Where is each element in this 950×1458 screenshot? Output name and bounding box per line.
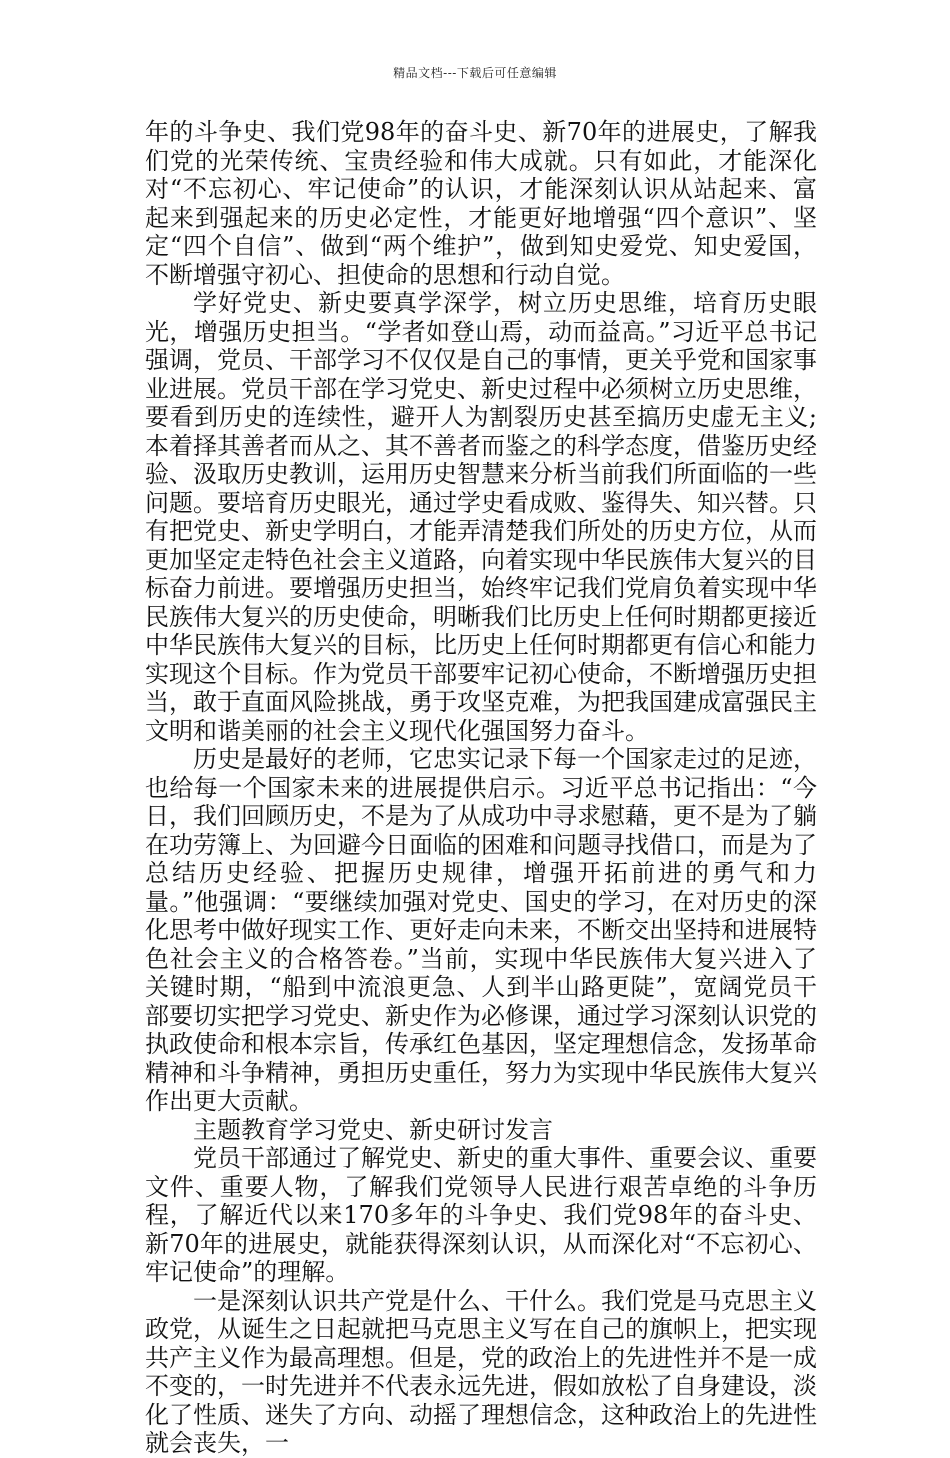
section-heading: 主题教育学习党史、新史研讨发言 [193, 1115, 553, 1144]
paragraph-4: 党员干部通过了解党史、新史的重大事件、重要会议、重要文件、重要人物，了解我们党领导人民进行艰苦卓绝的斗争历程，了解近代以来170多年的斗争史、我们党98年的奋斗史、新70年的进展史，就能获得深刻认识，从而深化对“不忘初心、牢记使命”的理解。 [145, 1144, 817, 1286]
page-header: 精品文档---下载后可任意编辑 [393, 66, 557, 80]
paragraph-2: 学好党史、新史要真学深学，树立历史思维，培育历史眼光，增强历史担当。“学者如登山焉，动而益高。”习近平总书记强调，党员、干部学习不仅仅是自己的事情，更关乎党和国家事业进展。党员干部在学习党史、新史过程中必须树立历史思维，要看到历史的连续性，避开人为割裂历史甚至搞历史虚无主义;本着择其善者而从之、其不善者而鉴之的科学态度，借鉴历史经验、汲取历史教训，运用历史智慧来分析当前我们所面临的一些问题。要培育历史眼光，通过学史看成败、鉴得失、知兴替。只有把党史、新史学明白，才能弄清楚我们所处的历史方位，从而更加坚定走特色社会主义道路，向着实现中华民族伟大复兴的目标奋力前进。要增强历史担当，始终牢记我们党肩负着实现中华民族伟大复兴的历史使命，明晰我们比历史上任何时期都更接近中华民族伟大复兴的目标，比历史上任何时期都更有信心和能力实现这个目标。作为党员干部要牢记初心使命，不断增强历史担当，敢于直面风险挑战，勇于攻坚克难，为把我国建成富强民主文明和谐美丽的社会主义现代化强国努力奋斗。 [145, 289, 817, 745]
paragraph-5: 一是深刻认识共产党是什么、干什么。我们党是马克思主义政党，从诞生之日起就把马克思主义写在自己的旗帜上，把实现共产主义作为最高理想。但是，党的政治上的先进性并不是一成不变的，一时先进并不代表永远先进，假如放松了自身建设，淡化了性质、迷失了方向、动摇了理想信念，这种政治上的先进性就会丧失，一 [145, 1286, 817, 1457]
paragraph-3: 历史是最好的老师，它忠实记录下每一个国家走过的足迹，也给每一个国家未来的进展提供启示。习近平总书记指出：“今日，我们回顾历史，不是为了从成功中寻求慰藉，更不是为了躺在功劳簿上、为回避今日面临的困难和问题寻找借口，而是为了总结历史经验、把握历史规律，增强开拓前进的勇气和力量。”他强调：“要继续加强对党史、国史的学习，在对历史的深化思考中做好现实工作、更好走向未来，不断交出坚持和进展特色社会主义的合格答卷。”当前，实现中华民族伟大复兴进入了关键时期，“船到中流浪更急、人到半山路更陡”，宽阔党员干部要切实把学习党史、新史作为必修课，通过学习深刻认识党的执政使命和根本宗旨，传承红色基因，坚定理想信念，发扬革命精神和斗争精神，勇担历史重任，努力为实现中华民族伟大复兴作出更大贡献。 [145, 745, 817, 1115]
paragraph-1: 年的斗争史、我们党98年的奋斗史、新70年的进展史，了解我们党的光荣传统、宝贵经验和伟大成就。只有如此，才能深化对“不忘初心、牢记使命”的认识，才能深刻认识从站起来、富起来到强起来的历史必定性，才能更好地增强“四个意识”、坚定“四个自信”、做到“两个维护”，做到知史爱党、知史爱国，不断增强守初心、担使命的思想和行动自觉。 [145, 118, 817, 289]
body-text [145, 118, 817, 1458]
